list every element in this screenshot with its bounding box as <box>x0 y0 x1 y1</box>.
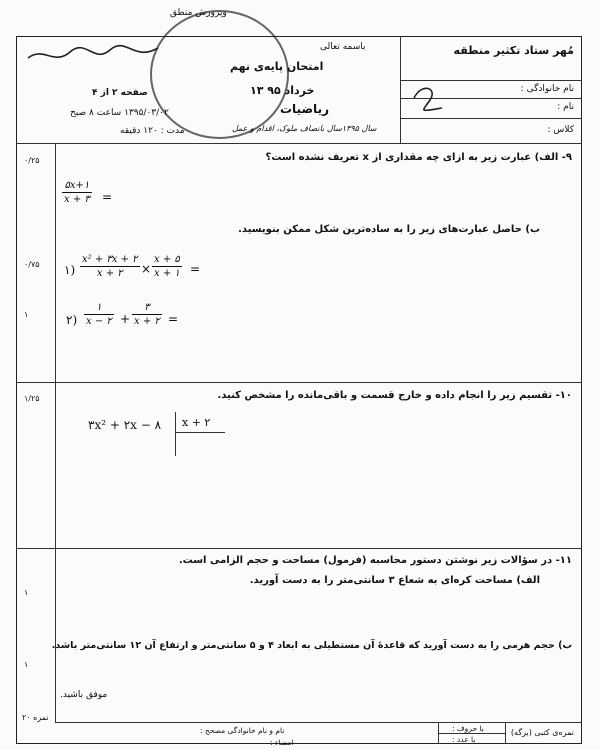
fraction-bar <box>84 314 114 315</box>
score-q11a: ۱ <box>24 588 29 597</box>
footer-mid-line <box>438 733 505 734</box>
page-number: صفحه ۲ از ۴ <box>92 88 148 98</box>
exam-date-time: ۱۳۹۵/۰۳/۰۲ ساعت ۸ صبح <box>70 108 169 118</box>
q9b1-equals: = <box>190 262 201 276</box>
fraction-bar <box>80 266 140 267</box>
corrector-signature-label: امضاء : <box>270 738 294 747</box>
header-divider-left <box>400 36 401 143</box>
q9b2-fraction-2 <box>132 302 162 327</box>
fraction-bar <box>152 266 182 267</box>
header-divider <box>16 143 582 144</box>
q9b2-fraction-1 <box>84 302 114 327</box>
q9a-numerator: ۵x+۱ <box>64 180 90 191</box>
q9a-denominator: x + ۳ <box>64 194 90 205</box>
score-column-divider <box>55 143 56 723</box>
header-row-line <box>400 118 582 119</box>
q9b2-den1: x − ۲ <box>86 316 112 327</box>
corrector-name-label: نام و نام خانوادگی مصحح : <box>200 726 285 735</box>
q9a-equals: = <box>102 190 113 204</box>
q9b1-den1: x + ۲ <box>96 268 123 279</box>
section-divider <box>16 548 582 549</box>
name-label: نام : <box>557 102 574 112</box>
exam-title: امتحان پایه‌ی نهم <box>230 60 324 73</box>
score-q9b1: ۰/۷۵ <box>24 260 40 269</box>
exam-subject: ریاضیات <box>280 102 329 116</box>
total-score: ۲۰ نمره <box>22 713 49 722</box>
section-divider <box>16 382 582 383</box>
handwritten-mark <box>408 78 448 118</box>
q10-dividend: ۳x² + ۲x − ۸ <box>88 418 162 432</box>
family-name-label: نام خانوادگی : <box>520 84 574 94</box>
fraction-bar <box>132 314 162 315</box>
q9b-title: ب) حاصل عبارت‌های زیر را به ساده‌ترین شکل ممکن بنویسید. <box>238 224 540 235</box>
fraction-bar <box>62 192 92 193</box>
q10-title: ۱۰- تقسیم زیر را انجام داده و خارج قسمت و باقی‌مانده را مشخص کنید. <box>217 390 572 401</box>
q9b2-label: ۲) <box>66 313 78 327</box>
q9b1-label: ۱) <box>64 263 76 277</box>
center-stamp-label: مُهر ستاد تکثیر منطقه <box>453 44 574 57</box>
q10-divisor: x + ۲ <box>182 416 211 429</box>
division-bar-vertical <box>175 412 176 456</box>
q9-title: ۹- الف) عبارت زیر به ازای چه مقداری از x تعریف نشده است؟ <box>265 152 572 163</box>
q11b-text: ب) حجم هرمی را به دست آورید که قاعدهٔ آن مستطیلی به ابعاد ۴ و ۵ سانتی‌متر و ارتفاع آن ۱۲ سانتی‌متر باشد. <box>51 640 572 651</box>
q11-title: ۱۱- در سؤالات زیر نوشتن دستور محاسبه (فرمول) مساحت و حجم الزامی است. <box>178 555 572 566</box>
exam-month: خرداد ۹۵ ۱۳ <box>250 84 315 97</box>
footer-divider <box>505 722 506 744</box>
score-q10: ۱/۲۵ <box>24 394 40 403</box>
q9b2-plus: + <box>120 312 131 326</box>
q9b1-times: × <box>141 262 152 276</box>
q9b1-fraction-2 <box>152 254 182 279</box>
score-q11b: ۱ <box>24 660 29 669</box>
q9b1-num2: x + ۵ <box>154 254 180 265</box>
exam-duration: مدت : ۱۲۰ دقیقه <box>120 126 185 136</box>
basmala: باسمه تعالی <box>320 42 366 52</box>
q9b1-den2: x + ۱ <box>154 268 180 279</box>
score-q9a: ۰/۲۵ <box>24 156 40 165</box>
score-q9b2: ۱ <box>24 310 29 319</box>
q9b2-equals: = <box>168 312 179 326</box>
q11a-text: الف) مساحت کره‌ای به شعاع ۳ سانتی‌متر را به دست آورید. <box>249 575 540 586</box>
q9a-fraction <box>62 180 92 205</box>
score-in-letters: با حروف : <box>452 724 484 733</box>
q9b1-num1: x² + ۳x + ۲ <box>82 254 138 265</box>
students-note: سال ۱۳۹۵سال بانصاف ملوک، اقدام و عمل <box>232 124 377 133</box>
q9b2-num2: ۳ <box>144 302 150 313</box>
stamp-text: وپرورش منطق <box>170 8 227 18</box>
q9b1-fraction-1 <box>80 254 140 279</box>
footer-top-line <box>55 722 582 723</box>
handwritten-signature <box>24 40 164 70</box>
score-in-digits: با عدد : <box>452 735 476 744</box>
q9b2-num1: ۱ <box>96 302 102 313</box>
division-bar-horizontal <box>175 432 225 433</box>
good-luck: موفق باشید. <box>60 690 108 700</box>
q9b2-den2: x + ۲ <box>134 316 160 327</box>
final-score-label: نمره‌ی کتبی (برگه) <box>510 728 574 737</box>
class-label: کلاس : <box>547 125 574 135</box>
